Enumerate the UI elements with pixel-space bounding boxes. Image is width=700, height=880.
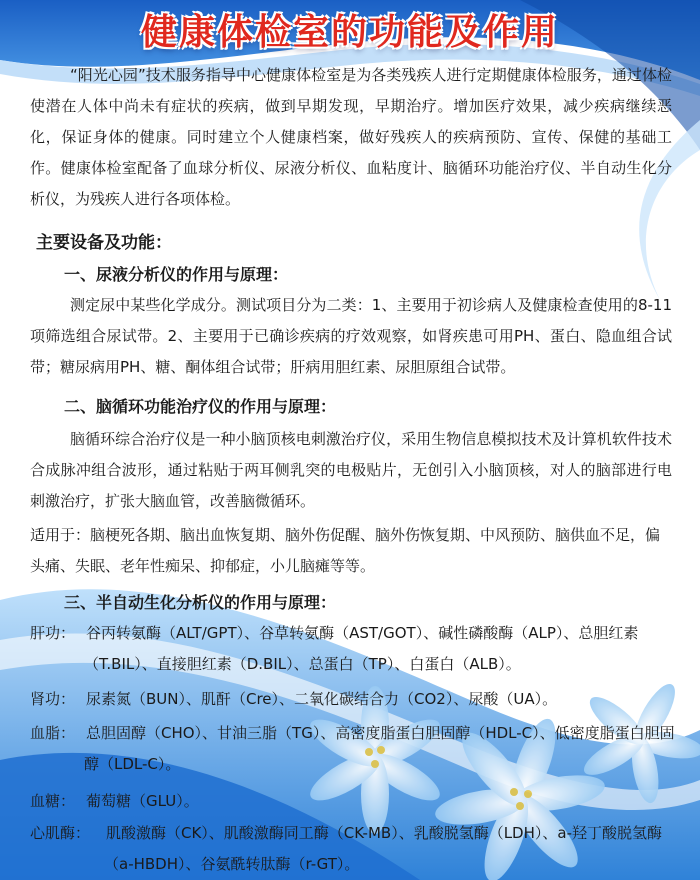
section-heading-brain: 二、脑循环功能治疗仪的作用与原理： (64, 397, 337, 416)
section-body-urine: 测定尿中某些化学成分。测试项目分为二类：1、主要用于初诊病人及健康检查使用的8-11项筛选组合尿试带。2、主要用于已确诊疾病的疗效观察，如肾疾患可用PH、蛋白、隐血组合试带；糖尿病用PH、糖、酮体组合试带；肝病用胆红素、尿胆原组合试带。 (30, 296, 672, 376)
item-value: 肌酸激酶（CK）、肌酸激酶同工酶（CK-MB）、乳酸脱氢酶（LDH）、a-羟丁酸脱氢酶（a-HBDH）、谷氨酰转肽酶（r-GT）。 (104, 824, 662, 873)
section-heading-urine: 一、尿液分析仪的作用与原理： (64, 265, 289, 284)
page-title: 健康体检室的功能及作用 (140, 12, 559, 53)
item-label: 肾功： (30, 690, 76, 708)
item-value: 葡萄糖（GLU）。 (86, 792, 199, 810)
item-value: 谷丙转氨酶（ALT/GPT）、谷草转氨酶（AST/GOT）、碱性磷酸酶（ALP）、总胆红素（T.BIL）、直接胆红素（D.BIL）、总蛋白（TP）、白蛋白（ALB）。 (84, 624, 639, 673)
intro-paragraph: “阳光心园”技术服务指导中心健康体检室是为各类残疾人进行定期健康体检服务，通过体检使潜在人体中尚未有症状的疾病，做到早期发现，早期治疗。增加医疗效果，减少疾病继续恶化，保证身体的健康。同时建立个人健康档案，做好残疾人的疾病预防、宣传、保健的基础工作。健康体检室配备了血球分析仪、尿液分析仪、血粘度计、脑循环功能治疗仪、半自动生化分析仪，为残疾人进行各项体检。 (30, 66, 672, 208)
item-value: 总胆固醇（CHO）、甘油三脂（TG）、高密度脂蛋白胆固醇（HDL-C）、低密度脂蛋白胆固醇（LDL-C）。 (84, 724, 675, 773)
section-heading-biochem: 三、半自动生化分析仪的作用与原理： (64, 593, 337, 612)
item-label: 血糖： (30, 792, 76, 810)
item-label: 血脂： (30, 724, 76, 742)
section-body-brain: 脑循环综合治疗仪是一种小脑顶核电刺激治疗仪，采用生物信息模拟技术及计算机软件技术合成脉冲组合波形，通过粘贴于两耳侧乳突的电极贴片，无创引入小脑顶核，对人的脑部进行电刺激治疗，扩张大脑血管，改善脑微循环。 (30, 430, 672, 510)
item-label: 心肌酶： (30, 824, 91, 842)
item-label: 肝功： (30, 624, 76, 642)
section-applicable-brain: 适用于：脑梗死各期、脑出血恢复期、脑外伤促醒、脑外伤恢复期、中风预防、脑供血不足，偏头痛、失眠、老年性痴呆、抑郁症，小儿脑瘫等等。 (30, 526, 661, 575)
equipment-heading: 主要设备及功能： (36, 233, 172, 253)
item-value: 尿素氮（BUN）、肌酐（Cre）、二氧化碳结合力（CO2）、尿酸（UA）。 (86, 690, 558, 708)
